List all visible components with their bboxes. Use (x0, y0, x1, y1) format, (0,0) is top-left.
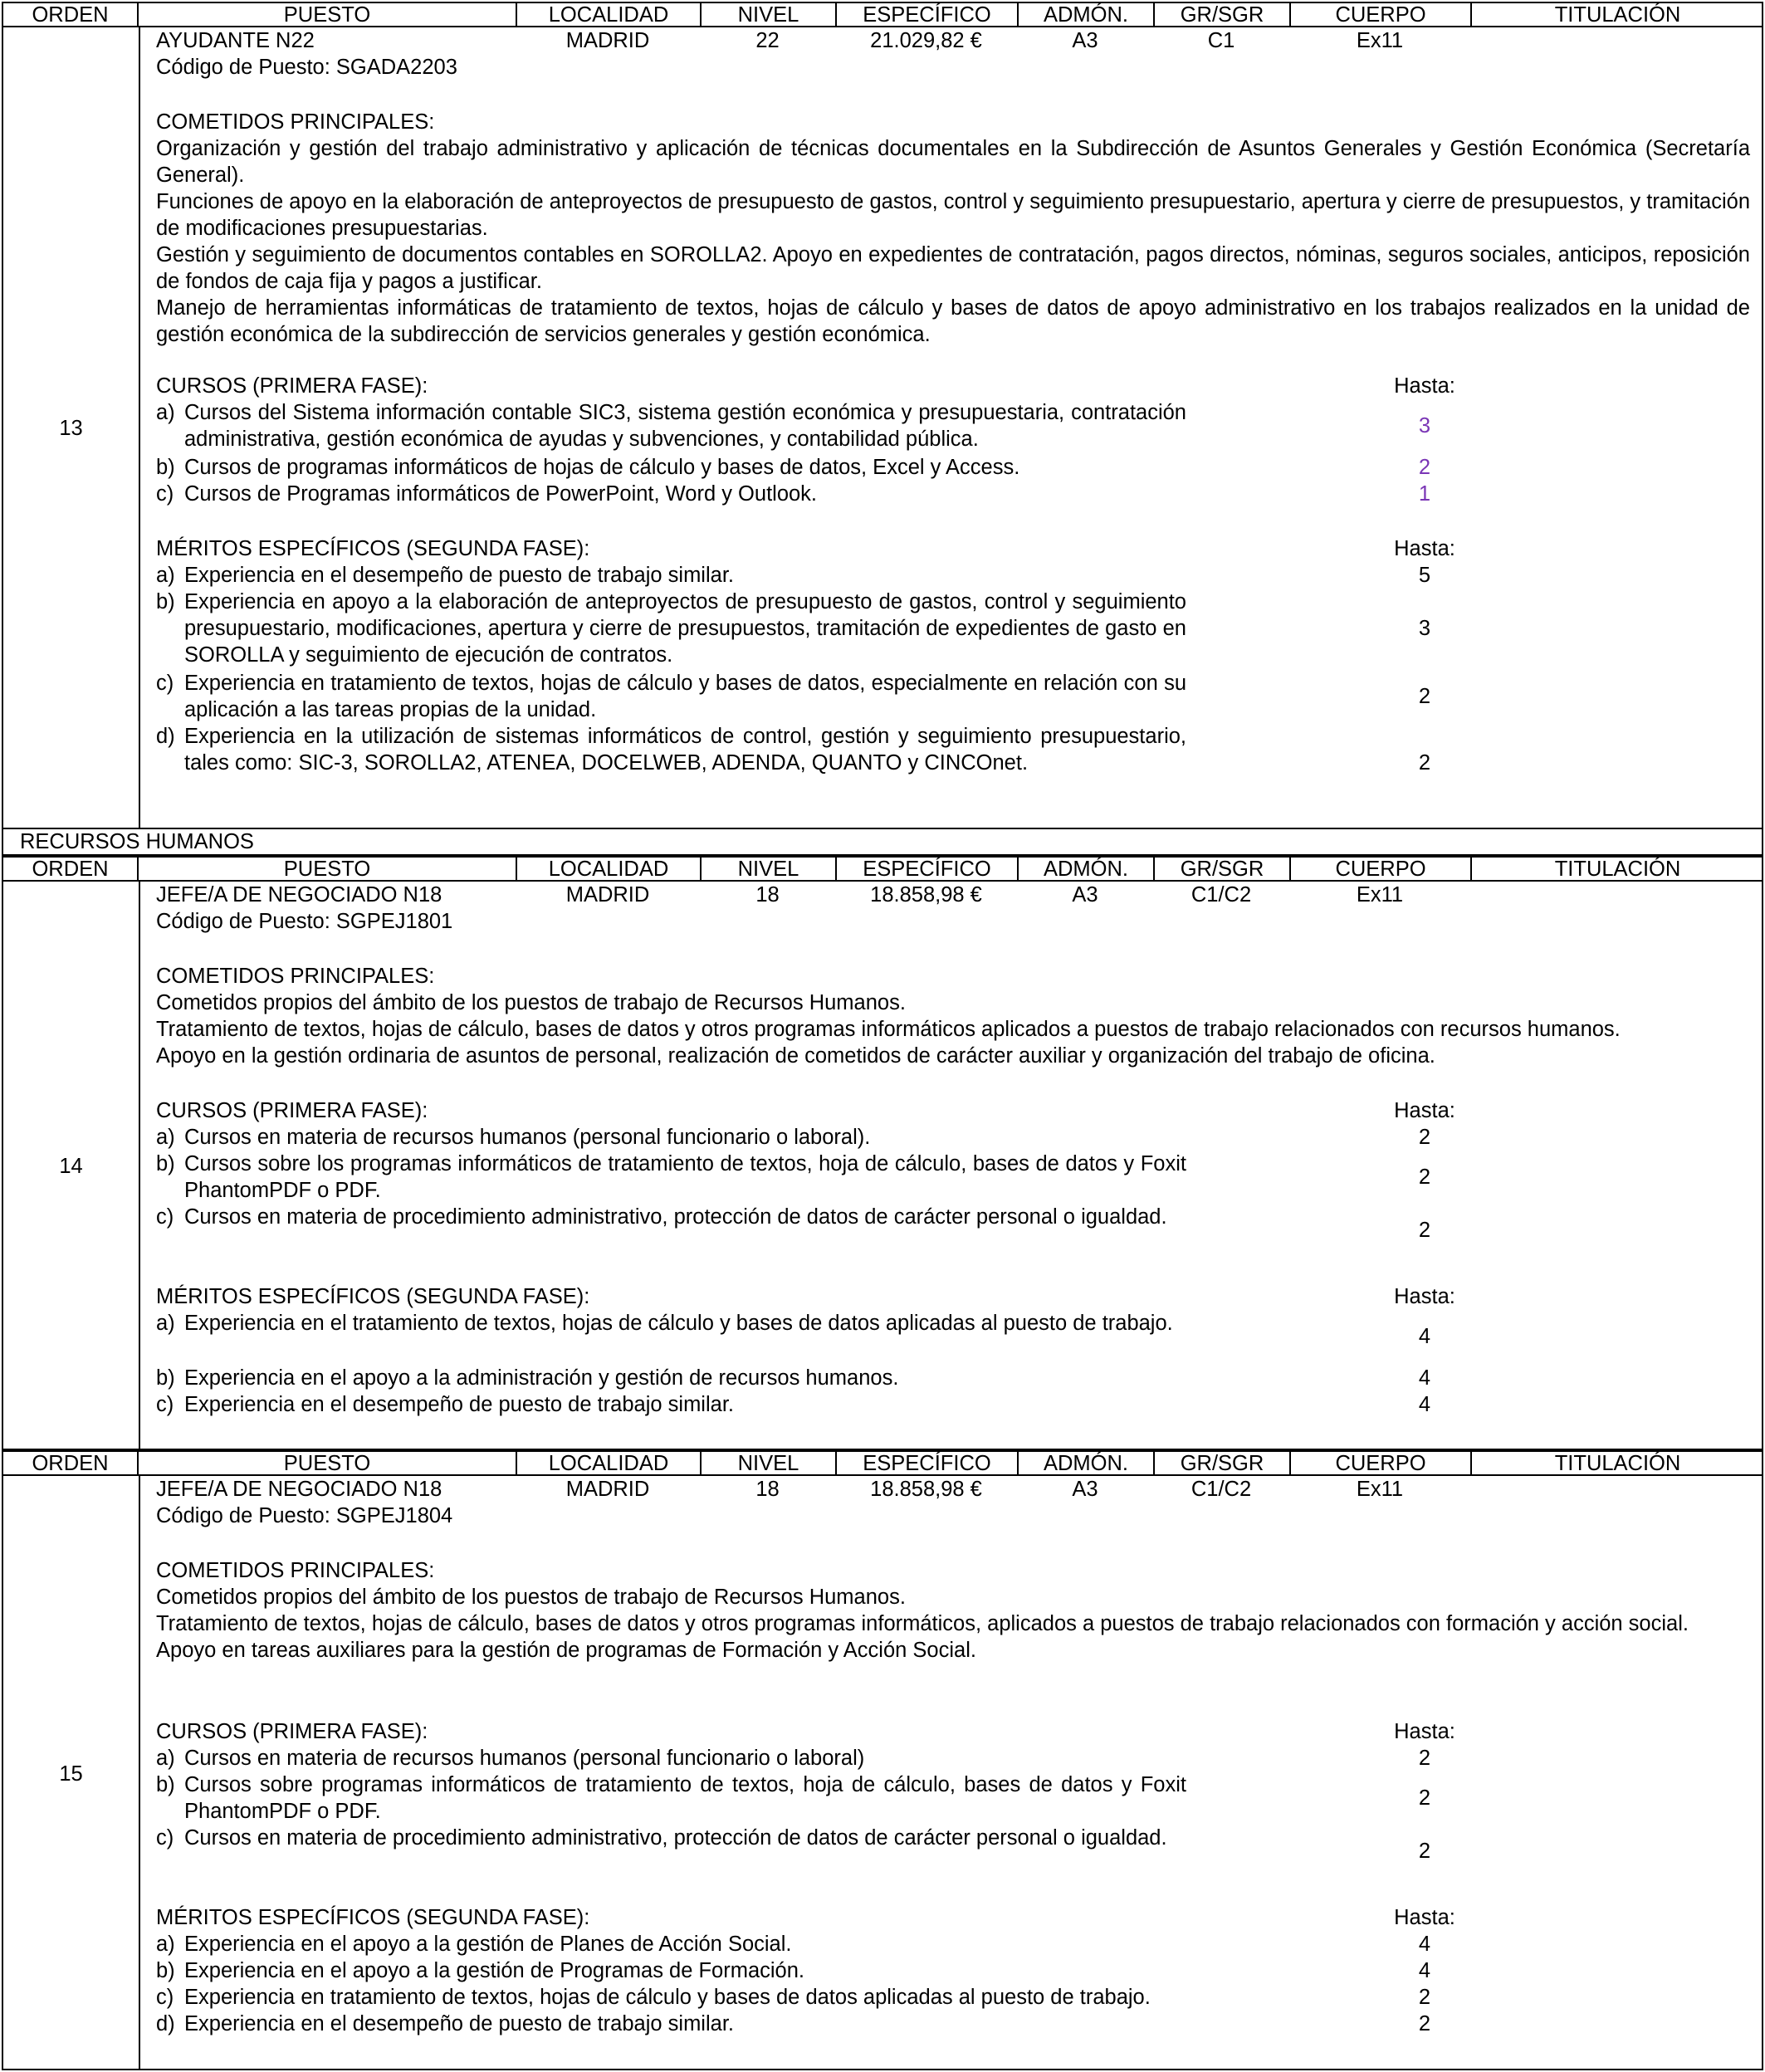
item-text: Experiencia en el desempeño de puesto de trabajo similar. (184, 1393, 734, 1416)
nivel-value: 22 (755, 29, 780, 52)
cometido-item: Tratamiento de textos, hojas de cálculo, bases de datos y otros programas informáticos, aplicados a puestos de trabajo relacionados con formación y acción social. (156, 1612, 1689, 1635)
header-puesto: PUESTO (139, 1452, 517, 1474)
cursos-hasta: Hasta: (1394, 1720, 1455, 1743)
codigo-puesto: Código de Puesto: SGADA2203 (156, 56, 457, 79)
merito-points: 3 (1418, 617, 1431, 640)
header-localidad: LOCALIDAD (517, 858, 702, 880)
merito-item (156, 1984, 1186, 2011)
item-text: Experiencia en el apoyo a la gestión de Programas de Formación. (184, 1959, 805, 1982)
meritos-title: MÉRITOS ESPECÍFICOS (SEGUNDA FASE): (156, 1285, 590, 1308)
item-letter: c) (156, 1826, 174, 1850)
header-especifico: ESPECÍFICO (837, 3, 1019, 26)
item-text: Experiencia en el desempeño de puesto de trabajo similar. (184, 2012, 734, 2035)
section-title: RECURSOS HUMANOS (2, 829, 1763, 856)
item-text: Cursos sobre programas informáticos de tratamiento de textos, hoja de cálculo, bases de datos y Foxit PhantomPDF o PDF. (184, 1773, 1186, 1823)
item-letter: b) (156, 456, 175, 479)
header-grsgr: GR/SGR (1155, 858, 1291, 880)
header-nivel: NIVEL (702, 1452, 837, 1474)
cursos-hasta: Hasta: (1394, 374, 1455, 398)
merito-item (156, 589, 1186, 668)
item-letter: b) (156, 1152, 175, 1175)
cuerpo-value: Ex11 (1356, 1478, 1404, 1501)
header-puesto: PUESTO (139, 3, 517, 26)
header-cuerpo: CUERPO (1291, 3, 1472, 26)
header-admon: ADMÓN. (1019, 1452, 1155, 1474)
nivel-value: 18 (755, 883, 780, 906)
curso-item (156, 1204, 1186, 1230)
grsgr-value: C1/C2 (1191, 883, 1252, 906)
item-text: Cursos de programas informáticos de hojas de cálculo y bases de datos, Excel y Access. (184, 456, 1020, 479)
curso-item (156, 1745, 1186, 1771)
item-letter: a) (156, 1126, 175, 1149)
job-block-13 (2, 27, 1763, 829)
grsgr-value: C1/C2 (1191, 1478, 1252, 1501)
curso-points: 2 (1418, 1840, 1431, 1863)
header-titulacion: TITULACIÓN (1554, 3, 1681, 27)
item-text: Cursos en materia de recursos humanos (personal funcionario o laboral). (184, 1126, 871, 1149)
orden-number: 15 (59, 1762, 83, 1786)
table-header (2, 856, 1763, 882)
table-header (2, 2, 1763, 27)
header-grsgr: GR/SGR (1155, 1452, 1291, 1474)
cursos-title: CURSOS (PRIMERA FASE): (156, 374, 428, 398)
curso-item (156, 1124, 1186, 1151)
item-letter: a) (156, 564, 175, 587)
cometidos-title: COMETIDOS PRINCIPALES: (156, 965, 435, 988)
curso-item (156, 1771, 1186, 1825)
cometidos-list (156, 135, 1750, 348)
header-nivel: NIVEL (702, 858, 837, 880)
header-localidad: LOCALIDAD (517, 3, 702, 26)
codigo-puesto: Código de Puesto: SGPEJ1801 (156, 910, 453, 933)
meritos-title: MÉRITOS ESPECÍFICOS (SEGUNDA FASE): (156, 1906, 590, 1929)
merito-item (156, 2011, 1186, 2037)
item-letter: c) (156, 482, 174, 506)
item-text: Experiencia en el apoyo a la gestión de Planes de Acción Social. (184, 1933, 792, 1956)
orden-number: 13 (59, 417, 83, 440)
header-orden: ORDEN (3, 1452, 139, 1474)
curso-item (156, 481, 1186, 507)
job-block-15 (2, 1476, 1763, 2070)
item-letter: a) (156, 1747, 175, 1770)
item-text: Experiencia en el desempeño de puesto de trabajo similar. (184, 564, 734, 587)
merito-points: 4 (1418, 1933, 1431, 1956)
puesto-title: JEFE/A DE NEGOCIADO N18 (156, 1478, 442, 1501)
nivel-value: 18 (755, 1478, 780, 1501)
item-letter: b) (156, 1773, 175, 1796)
item-letter: c) (156, 1393, 174, 1416)
header-cuerpo: CUERPO (1291, 1452, 1472, 1474)
header-orden: ORDEN (3, 858, 139, 880)
cometido-item: Manejo de herramientas informáticas de tratamiento de textos, hojas de cálculo y bases de datos de apoyo administrativo en los trabajos realizados en la unidad de gestión económica de la subdirección de servicios generales y gestión económica. (156, 296, 1750, 346)
job-block-14 (2, 882, 1763, 1450)
cometido-item: Apoyo en la gestión ordinaria de asuntos de personal, realización de cometidos de carácter auxiliar y organización del trabajo de oficina. (156, 1044, 1435, 1068)
merito-item (156, 562, 1186, 589)
header-puesto: PUESTO (139, 858, 517, 880)
header-cuerpo: CUERPO (1291, 858, 1472, 880)
header-especifico: ESPECÍFICO (837, 858, 1019, 880)
especifico-value: 21.029,82 € (870, 29, 982, 52)
table-header (2, 1450, 1763, 1476)
header-nivel: NIVEL (702, 3, 837, 26)
merito-points: 4 (1418, 1366, 1431, 1390)
merito-item (156, 670, 1186, 723)
header-admon: ADMÓN. (1019, 858, 1155, 880)
especifico-value: 18.858,98 € (870, 883, 982, 906)
curso-item (156, 1825, 1186, 1851)
codigo-puesto: Código de Puesto: SGPEJ1804 (156, 1504, 453, 1527)
cometidos-title: COMETIDOS PRINCIPALES: (156, 1559, 435, 1582)
merito-item (156, 1391, 1186, 1418)
header-especifico: ESPECÍFICO (837, 1452, 1019, 1474)
item-text: Experiencia en la utilización de sistemas informáticos de control, gestión y seguimiento presupuestario, tales como: SIC-3, SOROLLA2, ATENEA, DOCELWEB, ADENDA, QUANTO y CINCOnet. (184, 725, 1186, 775)
item-text: Experiencia en apoyo a la elaboración de anteproyectos de presupuesto de gastos, control y seguimiento presupuestario, modificaciones, apertura y cierre de presupuestos, tramitación de expedientes de gasto en SOROLLA y seguimiento de ejecución de contratos. (184, 590, 1186, 667)
item-text: Cursos en materia de procedimiento administrativo, protección de datos de carácter personal o igualdad. (184, 1205, 1167, 1229)
header-titulacion: TITULACIÓN (1554, 858, 1681, 881)
cometido-item: Cometidos propios del ámbito de los puestos de trabajo de Recursos Humanos. (156, 1586, 906, 1609)
merito-points: 2 (1418, 1986, 1431, 2009)
item-text: Cursos sobre los programas informáticos de tratamiento de textos, hoja de cálculo, bases de datos y Foxit PhantomPDF o PDF. (184, 1152, 1186, 1202)
cuerpo-value: Ex11 (1356, 883, 1404, 906)
meritos-title: MÉRITOS ESPECÍFICOS (SEGUNDA FASE): (156, 537, 590, 560)
cursos-hasta: Hasta: (1394, 1099, 1455, 1122)
item-letter: b) (156, 1959, 175, 1982)
localidad-value: MADRID (565, 1478, 650, 1501)
admon-value: A3 (1072, 1478, 1098, 1501)
curso-item (156, 454, 1186, 481)
curso-points: 2 (1418, 1786, 1431, 1810)
localidad-value: MADRID (565, 883, 650, 906)
item-letter: b) (156, 590, 175, 613)
header-admon: ADMÓN. (1019, 3, 1155, 26)
puesto-title: JEFE/A DE NEGOCIADO N18 (156, 883, 442, 906)
cometidos-list (156, 990, 1750, 1069)
cursos-title: CURSOS (PRIMERA FASE): (156, 1720, 428, 1743)
cuerpo-value: Ex11 (1356, 29, 1404, 52)
item-letter: a) (156, 1933, 175, 1956)
item-text: Experiencia en el apoyo a la administración y gestión de recursos humanos. (184, 1366, 899, 1390)
curso-points: 2 (1418, 1166, 1431, 1189)
cometido-item: Tratamiento de textos, hojas de cálculo, bases de datos y otros programas informáticos aplicados a puestos de trabajo relacionados con recursos humanos. (156, 1018, 1621, 1041)
admon-value: A3 (1072, 883, 1098, 906)
item-letter: b) (156, 1366, 175, 1390)
especifico-value: 18.858,98 € (870, 1478, 982, 1501)
cursos-title: CURSOS (PRIMERA FASE): (156, 1099, 428, 1122)
meritos-hasta: Hasta: (1394, 537, 1455, 560)
cometido-item: Apoyo en tareas auxiliares para la gestión de programas de Formación y Acción Social. (156, 1639, 976, 1662)
item-text: Cursos de Programas informáticos de PowerPoint, Word y Outlook. (184, 482, 818, 506)
header-titulacion: TITULACIÓN (1554, 1452, 1681, 1475)
item-text: Cursos en materia de recursos humanos (personal funcionario o laboral) (184, 1747, 865, 1770)
grsgr-value: C1 (1207, 29, 1235, 52)
cometido-item: Gestión y seguimiento de documentos contables en SOROLLA2. Apoyo en expedientes de contratación, pagos directos, nóminas, seguros sociales, anticipos, reposición de fondos de caja fija y pagos a justificar. (156, 243, 1750, 293)
item-text: Experiencia en el tratamiento de textos, hojas de cálculo y bases de datos aplicadas al puesto de trabajo. (184, 1312, 1173, 1335)
curso-points: 1 (1418, 482, 1431, 506)
item-letter: d) (156, 2012, 175, 2035)
curso-item (156, 399, 1186, 452)
merito-item (156, 1310, 1186, 1337)
merito-points: 2 (1418, 751, 1431, 775)
merito-item (156, 1957, 1186, 1984)
curso-points: 2 (1418, 1126, 1431, 1149)
merito-points: 4 (1418, 1325, 1431, 1348)
admon-value: A3 (1072, 29, 1098, 52)
curso-points: 3 (1418, 414, 1431, 437)
meritos-hasta: Hasta: (1394, 1906, 1455, 1929)
merito-item (156, 723, 1186, 776)
curso-item (156, 1151, 1186, 1204)
cometidos-title: COMETIDOS PRINCIPALES: (156, 110, 435, 134)
item-text: Cursos del Sistema información contable SIC3, sistema gestión económica y presupuestaria, contratación administrativa, gestión económica de ayudas y subvenciones, y contabilidad pública. (184, 401, 1186, 451)
cometidos-list (156, 1584, 1750, 1664)
cometido-item: Organización y gestión del trabajo administrativo y aplicación de técnicas documentales en la Subdirección de Asuntos Generales y Gestión Económica (Secretaría General). (156, 137, 1750, 187)
item-letter: c) (156, 672, 174, 695)
localidad-value: MADRID (565, 29, 650, 52)
merito-points: 2 (1418, 685, 1431, 708)
curso-points: 2 (1418, 1219, 1431, 1242)
merito-points: 4 (1418, 1959, 1431, 1982)
merito-points: 4 (1418, 1393, 1431, 1416)
item-letter: d) (156, 725, 175, 748)
item-letter: c) (156, 1205, 174, 1229)
merito-item (156, 1931, 1186, 1957)
header-orden: ORDEN (3, 3, 139, 26)
curso-points: 2 (1418, 456, 1431, 479)
item-text: Experiencia en tratamiento de textos, hojas de cálculo y bases de datos aplicadas al puesto de trabajo. (184, 1986, 1151, 2009)
curso-points: 2 (1418, 1747, 1431, 1770)
item-text: Experiencia en tratamiento de textos, hojas de cálculo y bases de datos, especialmente en relación con su aplicación a las tareas propias de la unidad. (184, 672, 1186, 721)
puesto-title: AYUDANTE N22 (156, 29, 315, 52)
cometido-item: Funciones de apoyo en la elaboración de anteproyectos de presupuesto de gastos, control y seguimiento presupuestario, apertura y cierre de presupuestos, y tramitación de modificaciones presupuestarias. (156, 190, 1750, 240)
item-text: Cursos en materia de procedimiento administrativo, protección de datos de carácter personal o igualdad. (184, 1826, 1167, 1850)
item-letter: c) (156, 1986, 174, 2009)
item-letter: a) (156, 1312, 175, 1335)
cometido-item: Cometidos propios del ámbito de los puestos de trabajo de Recursos Humanos. (156, 991, 906, 1014)
merito-points: 5 (1418, 564, 1431, 587)
meritos-hasta: Hasta: (1394, 1285, 1455, 1308)
item-letter: a) (156, 401, 175, 424)
merito-points: 2 (1418, 2012, 1431, 2035)
header-localidad: LOCALIDAD (517, 1452, 702, 1474)
orden-number: 14 (59, 1155, 83, 1178)
merito-item (156, 1365, 1186, 1391)
header-grsgr: GR/SGR (1155, 3, 1291, 26)
